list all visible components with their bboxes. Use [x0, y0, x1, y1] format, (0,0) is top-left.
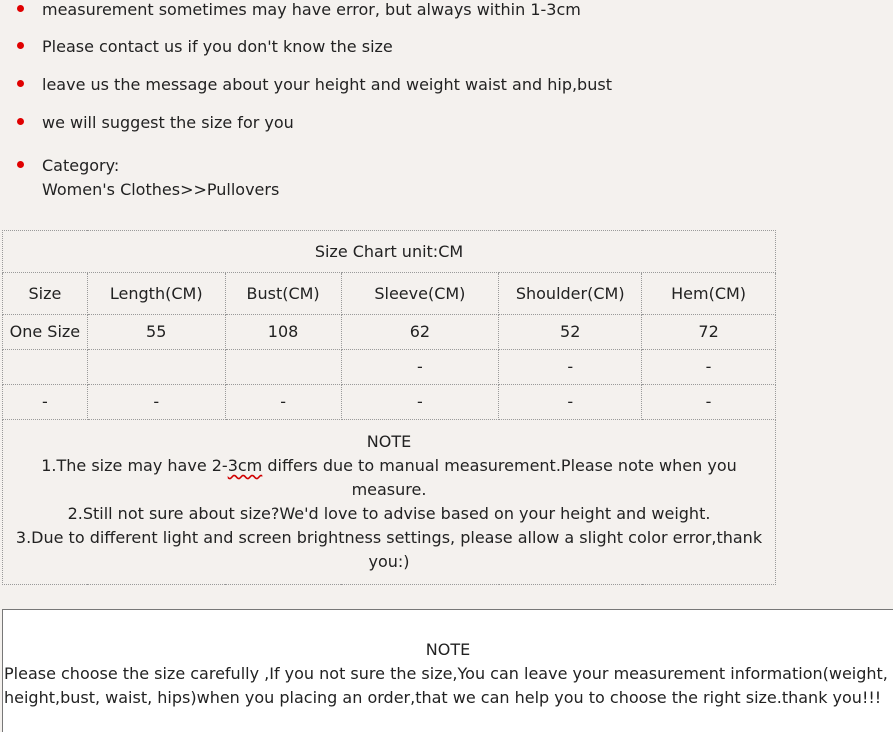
table-cell: -: [3, 385, 88, 420]
column-header: Bust(CM): [225, 273, 341, 315]
table-cell: -: [499, 385, 642, 420]
bullet-item: [42, 0, 581, 22]
table-row: [3, 315, 776, 350]
column-header: Sleeve(CM): [341, 273, 499, 315]
note-line-2: 2.Still not sure about size?We'd love to advise based on your height and weight.: [67, 504, 711, 523]
bullet-item-category: [42, 154, 279, 202]
bullet-item: [42, 35, 393, 59]
bottom-note-line-2: height,bust, waist, hips)when you placing an order,that we can help you to choose the right size.thank you!!!: [4, 688, 882, 707]
table-cell: -: [642, 385, 776, 420]
size-chart-table: [2, 230, 776, 585]
table-cell: -: [341, 385, 499, 420]
note-line-1-start: 1.The size may have 2-: [41, 456, 228, 475]
spellcheck-word: 3cm: [227, 456, 263, 475]
table-cell: -: [642, 350, 776, 385]
bullet-dot-icon: [17, 5, 24, 12]
bullet-text: leave us the message about your height and weight waist and hip,bust: [42, 75, 612, 94]
bullet-dot-icon: [17, 118, 24, 125]
size-chart-header-row: [3, 273, 776, 315]
note-title: NOTE: [366, 432, 412, 451]
table-cell: 108: [225, 315, 341, 350]
bullet-text: we will suggest the size for you: [42, 113, 294, 132]
table-cell: One Size: [3, 315, 88, 350]
table-cell: -: [341, 350, 499, 385]
table-cell: [225, 350, 341, 385]
column-header: Shoulder(CM): [499, 273, 642, 315]
bullet-text: Please contact us if you don't know the size: [42, 37, 393, 56]
size-chart-note-row: [3, 420, 776, 585]
size-chart-note: [3, 420, 776, 585]
table-cell: -: [499, 350, 642, 385]
column-header: Size: [3, 273, 88, 315]
table-cell: -: [225, 385, 341, 420]
table-row: [3, 385, 776, 420]
table-cell: 55: [87, 315, 225, 350]
table-row: [3, 350, 776, 385]
bullet-dot-icon: [17, 161, 24, 168]
bullet-text: measurement sometimes may have error, but always within 1-3cm: [42, 0, 581, 19]
table-cell: [87, 350, 225, 385]
table-cell: 62: [341, 315, 499, 350]
bottom-note-title: NOTE: [425, 640, 471, 659]
bottom-note-box: [2, 609, 893, 732]
note-line-3: 3.Due to different light and screen brightness settings, please allow a slight color error,thank: [15, 528, 763, 547]
category-value: Women's Clothes>>Pullovers: [42, 180, 280, 199]
table-cell: -: [87, 385, 225, 420]
bullet-item: [42, 111, 294, 135]
table-cell: 72: [642, 315, 776, 350]
size-chart-caption: Size Chart unit:CM: [3, 231, 776, 273]
bullet-dot-icon: [17, 42, 24, 49]
category-label: Category:: [42, 156, 120, 175]
bullet-item: [42, 73, 612, 97]
note-line-1-wrap: measure.: [351, 480, 427, 499]
bullet-dot-icon: [17, 80, 24, 87]
size-chart-caption-row: [3, 231, 776, 273]
note-line-1-end: differs due to manual measurement.Please note when you: [262, 456, 737, 475]
note-line-3-wrap: you:): [368, 552, 410, 571]
note-line-1: [13, 454, 765, 478]
bottom-note-line-1: Please choose the size carefully ,If you not sure the size,You can leave your measurement information(weight,: [4, 664, 888, 683]
table-cell: [3, 350, 88, 385]
column-header: Length(CM): [87, 273, 225, 315]
column-header: Hem(CM): [642, 273, 776, 315]
table-cell: 52: [499, 315, 642, 350]
